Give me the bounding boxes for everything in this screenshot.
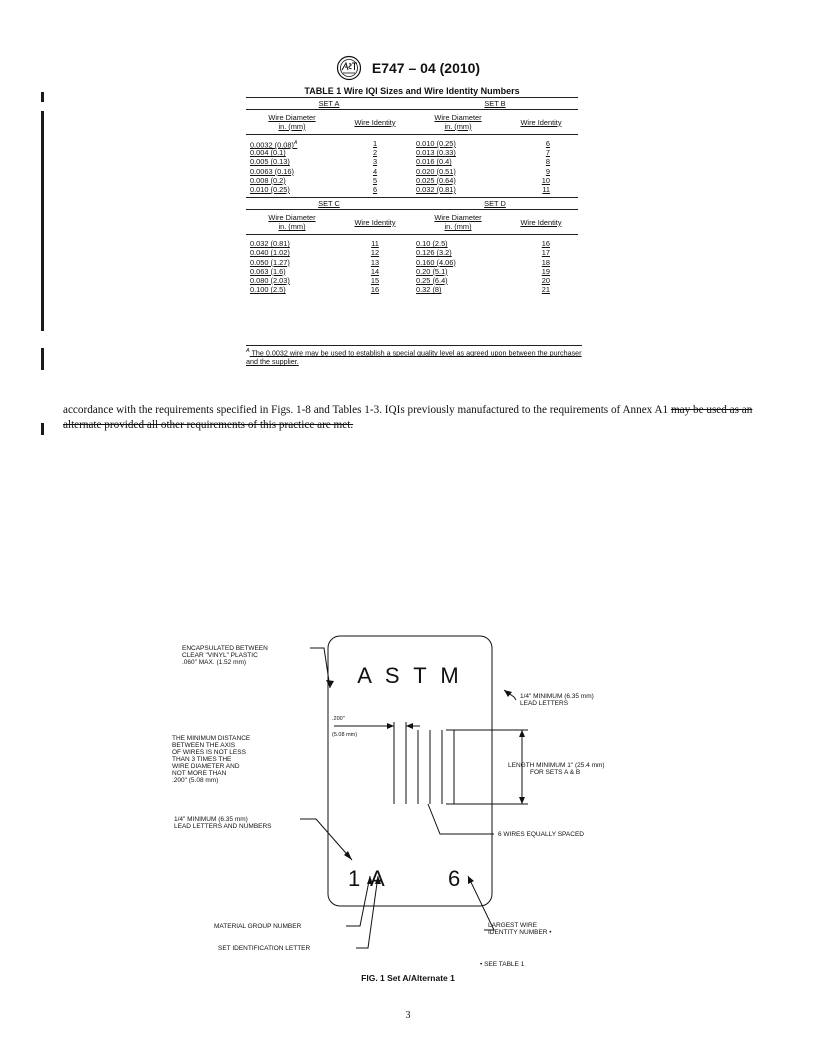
change-bar — [41, 111, 44, 331]
col-wire-diameter: Wire Diameter in. (mm) — [268, 213, 316, 232]
callout-material-group: MATERIAL GROUP NUMBER — [214, 923, 302, 930]
table-row: 0.004 (0.1) 2 0.013 (0.33) 7 — [250, 148, 550, 158]
paragraph-struck-text: may be used as an alternate provided all other requirements of this practice are met. — [63, 404, 753, 431]
table-row: 0.005 (0.13) 3 0.016 (0.4) 8 — [250, 157, 550, 167]
column-header-row — [246, 209, 578, 234]
set-a-label: SET A — [318, 99, 340, 108]
spacing-dimension-in: .200" — [332, 716, 345, 722]
callout-lead-numbers: 1/4" MINIMUM (6.35 mm) LEAD LETTERS AND NUMBERS — [174, 816, 272, 830]
col-wire-identity: Wire Identity — [520, 117, 562, 127]
body-paragraph — [63, 403, 763, 433]
table-row: 0.0032 $(0.08)^A$ 1 0.010 (0.25) 6 — [250, 139, 550, 150]
wire-iqi-table — [246, 97, 578, 297]
sets-cd-body — [246, 234, 578, 297]
col-wire-diameter: Wire Diameter in. (mm) — [434, 113, 482, 131]
paragraph-text: accordance with the requirements specified in Figs. 1-8 and Tables 1-3. IQIs previously manufactured to the requirements of Annex A1 — [63, 404, 671, 416]
set-c-label: SET C — [318, 199, 340, 209]
page-header — [0, 55, 816, 81]
iqi-lead-letters: A S T M — [357, 663, 463, 688]
largest-wire-number: 6 — [448, 866, 461, 891]
callout-encapsulated: ENCAPSULATED BETWEEN CLEAR "VINYL" PLASTIC .060" MAX. (1.52 mm) — [182, 645, 268, 666]
spacing-dimension-mm: (5.08 mm) — [332, 732, 358, 738]
table-row: 0.100 (2.5) 16 0.32 (8) 21 — [250, 285, 550, 295]
change-bar — [41, 423, 44, 435]
sets-ab-body — [246, 134, 578, 197]
col-wire-identity: Wire Identity — [520, 217, 562, 227]
table-row: 0.050 (1.27) 13 0.160 (4.06) 18 — [250, 257, 550, 267]
table-row: 0.0063 (0.16) 4 0.020 (0.51) 9 — [250, 166, 550, 176]
col-wire-identity: Wire Identity — [354, 217, 396, 227]
table-row: 0.080 (2.03) 15 0.25 (6.4) 20 — [250, 275, 550, 285]
table-title: TABLE 1 Wire IQI Sizes and Wire Identity Numbers — [304, 86, 520, 96]
callout-six-wires: 6 WIRES EQUALLY SPACED — [498, 831, 584, 838]
figure-1-iqi-drawing — [150, 630, 670, 950]
table-row: 0.032 (0.81) 11 0.10 (2.5) 16 — [250, 239, 550, 249]
material-group-number: 1 — [348, 866, 361, 891]
table-row: 0.063 (1.6) 14 0.20 (5.1) 19 — [250, 266, 550, 276]
callout-length: LENGTH MINIMUM 1" (25.4 mm) FOR SETS A & B — [508, 762, 605, 776]
col-wire-diameter: Wire Diameter in. (mm) — [268, 113, 316, 131]
set-identification-letter: A — [370, 866, 385, 891]
set-header-row — [246, 98, 578, 109]
table-footnote — [246, 345, 582, 366]
figure-caption: FIG. 1 Set A/Alternate 1 — [361, 973, 455, 983]
footnote-text: The 0.0032 wire may be used to establish a special quality level as agreed upon between the purchaser and the supplier. — [246, 348, 582, 367]
set-d-label: SET D — [484, 199, 506, 209]
change-bar — [41, 348, 44, 370]
change-bar — [41, 92, 44, 102]
footnote-mark: A — [246, 348, 250, 354]
set-header-row — [246, 198, 578, 209]
callout-minimum-distance: THE MINIMUM DISTANCE BETWEEN THE AXIS OF WIRES IS NOT LESS THAN 3 TIMES THE WIRE DIAMETER AND NOT MORE THAN .200" (5.08 mm) — [172, 735, 251, 784]
col-wire-diameter: Wire Diameter in. (mm) — [434, 213, 482, 232]
see-table-note: • SEE TABLE 1 — [480, 961, 525, 968]
table-row: 0.010 (0.25) 6 0.032 (0.81) 11 — [250, 184, 550, 194]
page-number: 3 — [405, 1010, 411, 1021]
col-wire-identity: Wire Identity — [354, 117, 396, 127]
column-header-row — [246, 109, 578, 134]
document-id: E747 – 04 (2010) — [371, 60, 481, 76]
astm-logo-icon — [336, 55, 362, 81]
table-row: 0.040 (1.02) 12 0.126 (3.2) 17 — [250, 248, 550, 258]
callout-largest-wire: LARGEST WIRE IDENTITY NUMBER • — [488, 922, 552, 936]
callout-set-letter: SET IDENTIFICATION LETTER — [218, 945, 311, 950]
callout-lead-letters: 1/4" MINIMUM (6.35 mm) LEAD LETTERS — [520, 693, 594, 707]
set-b-label: SET B — [484, 99, 506, 108]
table-row: 0.008 (0.2) 5 0.025 (0.64) 10 — [250, 175, 550, 185]
